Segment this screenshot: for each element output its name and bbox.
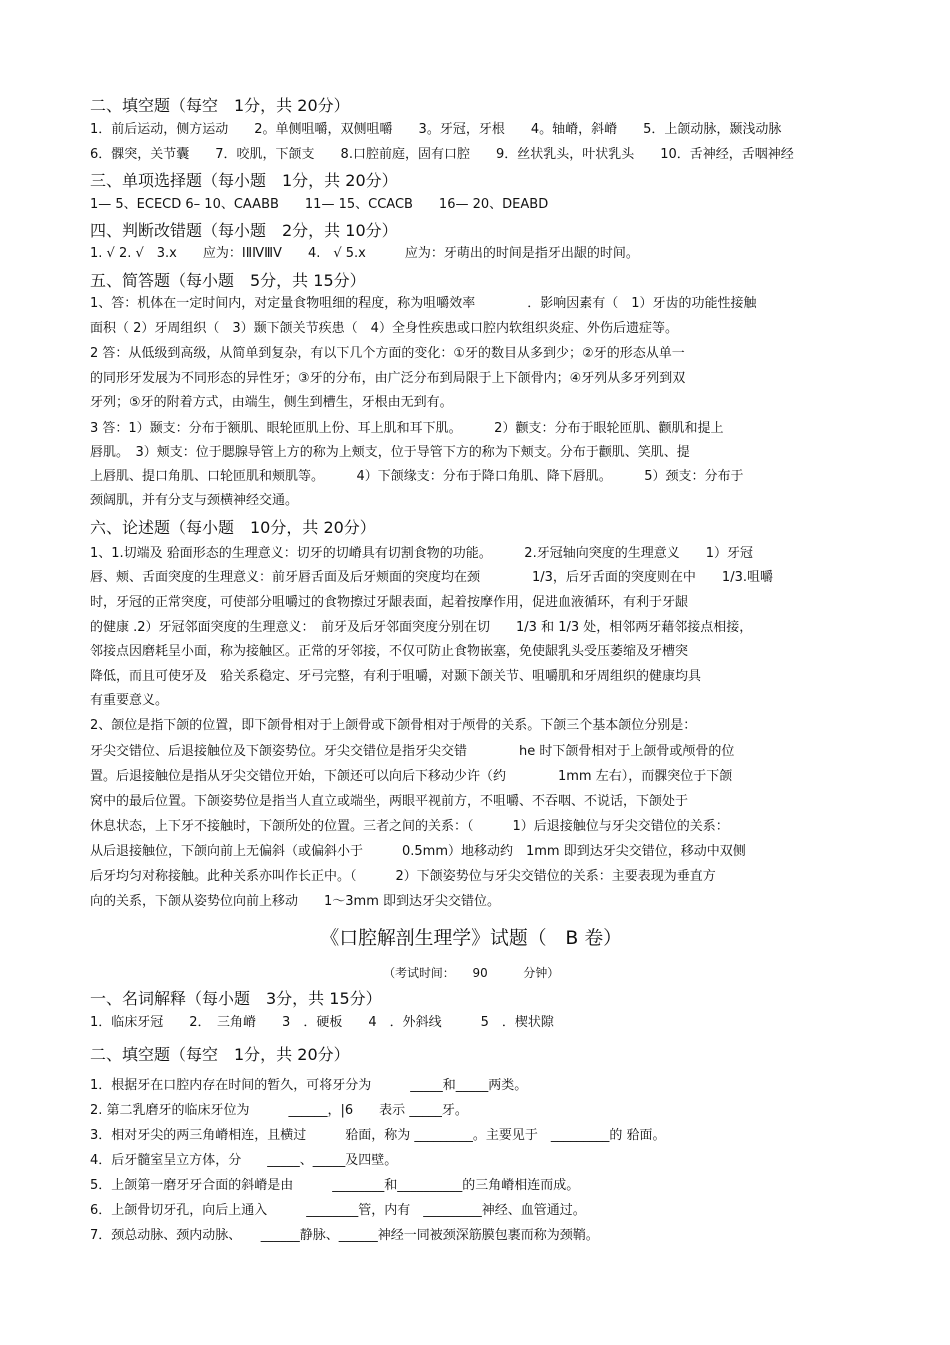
exam-title: 《口腔解剖生理学》试题（ B 卷） <box>320 927 623 949</box>
answer-line: 向的关系，下颌从姿势位向前上移动 1～3mm 即到达牙尖交错位。 <box>90 894 501 909</box>
answer-line: 1．前后运动，侧方运动 2。单侧咀嚼，双侧咀嚼 3。牙冠，牙根 4。轴嵴，斜嵴 5．上颌动脉，颞浅动脉 <box>90 122 782 137</box>
answer-line: 2、颌位是指下颌的位置，即下颌骨相对于上颌骨或下颌骨相对于颅骨的关系。下颌三个基本颌位分别是： <box>90 718 697 733</box>
answer-line: 后牙均匀对称接触。此种关系亦叫作长正中。（ 2）下颌姿势位与牙尖交错位的关系：主要表现为垂直方 <box>90 869 716 884</box>
section-heading-true-false-answers: 四、判断改错题（每小题 2分，共 10分） <box>90 221 398 240</box>
question-line: 2. 第二乳磨牙的临床牙位为 ______，|6 表示 _____牙。 <box>90 1103 468 1118</box>
exam-time-note: （考试时间： 90 分钟） <box>383 966 560 980</box>
answer-line: 邻接点因磨耗呈小面，称为接触区。正常的牙邻接，不仅可防止食物嵌塞，免使龈乳头受压萎缩及牙槽突 <box>90 644 689 659</box>
answer-line: 从后退接触位，下颌向前上无偏斜（或偏斜小于 0.5mm）地移动约 1mm 即到达牙尖交错位，移动中双侧 <box>90 844 746 859</box>
answer-line: 面积（ 2）牙周组织（ 3）颞下颌关节疾患（ 4）全身性疾患或口腔内软组织炎症、外伤后遗症等。 <box>90 321 678 336</box>
answer-line: 有重要意义。 <box>90 693 169 708</box>
answer-line: 的同形牙发展为不同形态的异性牙；③牙的分布，由广泛分布到局限于上下颌骨内；④牙列从多牙列到双 <box>90 371 686 386</box>
answer-line: 颈阔肌，并有分支与颈横神经交通。 <box>90 493 299 508</box>
section-heading-term-definition: 一、名词解释（每小题 3分，共 15分） <box>90 989 382 1008</box>
question-line: 1．根据牙在口腔内存在时间的暂久，可将牙分为 _____和_____两类。 <box>90 1078 528 1093</box>
section-heading-essay-answers: 六、论述题（每小题 10分，共 20分） <box>90 518 376 537</box>
section-heading-short-answer-answers: 五、简答题（每小题 5分，共 15分） <box>90 271 366 290</box>
answer-line: 3 答：1）颞支：分布于额肌、眼轮匝肌上份、耳上肌和耳下肌。 2）颧支：分布于眼轮匝肌、颧肌和提上 <box>90 421 724 436</box>
question-line: 1．临床牙冠 2． 三角嵴 3 ．硬板 4 ．外斜线 5 ．楔状隙 <box>90 1015 554 1030</box>
answer-line: 牙列；⑤牙的附着方式，由端生，侧生到槽生，牙根由无到有。 <box>90 395 453 410</box>
answer-line: 上唇肌、提口角肌、口轮匝肌和颊肌等。 4）下颌缘支：分布于降口角肌、降下唇肌。 5）颈支：分布于 <box>90 469 744 484</box>
question-line: 7．颈总动脉、颈内动脉、 ______静脉、______神经一同被颈深筋膜包裹而称为颈鞘。 <box>90 1228 599 1243</box>
question-line: 3．相对牙尖的两三角嵴相连，且横过 𬌗面，称为 _________。主要见于 _________的 𬌗面。 <box>90 1128 666 1143</box>
answer-line: 降低，而且可使牙及 𬌗关系稳定、牙弓完整，有利于咀嚼，对颞下颌关节、咀嚼肌和牙周组织的健康均具 <box>90 669 702 684</box>
answer-line: 的健康 .2）牙冠邻面突度的生理意义： 前牙及后牙邻面突度分别在切 1/3 和 1/3 处，相邻两牙藉邻接点相接， <box>90 620 753 635</box>
answer-line: 牙尖交错位、后退接触位及下颌姿势位。牙尖交错位是指牙尖交错 he 时下颌骨相对于上颌骨或颅骨的位 <box>90 744 735 759</box>
answer-line: 6．髁突，关节囊 7．咬肌，下颌支 8.口腔前庭，固有口腔 9．丝状乳头，叶状乳头 10．舌神经，舌咽神经 <box>90 147 794 162</box>
answer-line: 窝中的最后位置。下颌姿势位是指当人直立或端坐，两眼平视前方，不咀嚼、不吞咽、不说话，下颌处于 <box>90 794 689 809</box>
answer-line: 唇、颊、舌面突度的生理意义：前牙唇舌面及后牙颊面的突度均在颈 1/3，后牙舌面的突度则在中 1/3.咀嚼 <box>90 570 773 585</box>
answer-line: 唇肌。 3）颊支：位于腮腺导管上方的称为上颊支，位于导管下方的称为下颊支。分布于颧肌、笑肌、提 <box>90 445 690 460</box>
answer-line: 时，牙冠的正常突度，可使部分咀嚼过的食物擦过牙龈表面，起着按摩作用，促进血液循环，有利于牙龈 <box>90 595 689 610</box>
answer-line: 1、答：机体在一定时间内，对定量食物咀细的程度，称为咀嚼效率 ．影响因素有（ 1）牙齿的功能性接触 <box>90 296 757 311</box>
section-heading-single-choice-answers: 三、单项选择题（每小题 1分，共 20分） <box>90 171 398 190</box>
answer-line: 2 答：从低级到高级，从简单到复杂，有以下几个方面的变化：①牙的数目从多到少；②牙的形态从单一 <box>90 346 685 361</box>
answer-line: 休息状态，上下牙不接触时，下颌所处的位置。三者之间的关系：（ 1）后退接触位与牙尖交错位的关系： <box>90 819 729 834</box>
question-line: 4．后牙髓室呈立方体，分 _____、_____及四壁。 <box>90 1153 398 1168</box>
answer-line: 1. √ 2. √ 3.x 应为：ⅠⅡⅣⅢⅤ 4. √ 5.x 应为：牙萌出的时间是指牙出龈的时间。 <box>90 246 639 261</box>
answer-line: 置。后退接触位是指从牙尖交错位开始，下颌还可以向后下移动少许（约 1mm 左右），而髁突位于下颌 <box>90 769 733 784</box>
question-line: 5．上颌第一磨牙牙合面的斜嵴是由 ________和__________的三角嵴相连而成。 <box>90 1178 580 1193</box>
section-heading-fill-blank: 二、填空题（每空 1分，共 20分） <box>90 1045 350 1064</box>
answer-line: 1、1.切端及 𬌗面形态的生理意义：切牙的切嵴具有切割食物的功能。 2.牙冠轴向突度的生理意义 1）牙冠 <box>90 546 753 561</box>
section-heading-fill-blank-answers: 二、填空题（每空 1分，共 20分） <box>90 96 350 115</box>
question-line: 6．上颌骨切牙孔，向后上通入 ________管，内有 _________神经、血管通过。 <box>90 1203 586 1218</box>
answer-line: 1— 5、ECECD 6– 10、CAABB 11— 15、CCACB 16— 20、DEABD <box>90 197 549 212</box>
